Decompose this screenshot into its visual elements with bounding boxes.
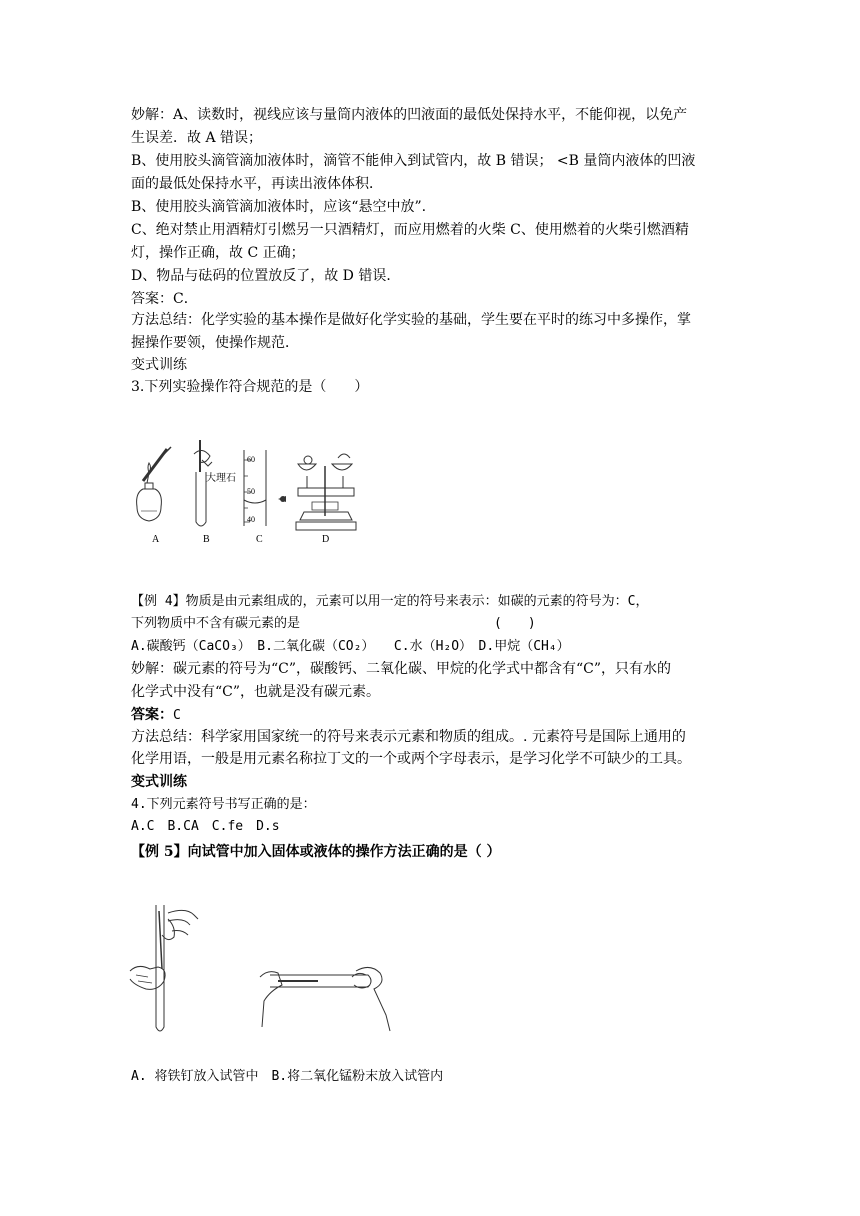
answer-value: C <box>173 708 181 723</box>
example-4-analysis: 妙解：碳元素的符号为“C”，碳酸钙、二氧化碳、甲烷的化学式中都含有“C”，只有水的 <box>131 661 672 677</box>
example-4-question: 【例 4】物质是由元素组成的，元素可以用一定的符号来表示：如碳的元素的符号为：C， <box>131 594 649 609</box>
answer-bracket: ( ) <box>494 616 536 631</box>
text-line: 妙解：A、读数时，视线应该与量筒内液体的凹液面的最低处保持水平，不能仰视，以免产 <box>131 107 688 123</box>
text-line: 生误差．故 A 错误； <box>131 130 263 146</box>
scale-60: 60 <box>247 455 255 464</box>
question-4-options: A.C B.CA C.fe D.s <box>131 819 280 834</box>
scale-50: 50 <box>247 487 255 496</box>
example-4-options: A.碳酸钙（CaCO₃） B.二氧化碳（CO₂） C.水（H₂O） D.甲烷（CH₄） <box>131 639 570 654</box>
text-line: 方法总结：化学实验的基本操作是做好化学实验的基础，学生要在平时的练习中多操作，掌 <box>131 312 691 328</box>
example-5-caption: A. 将铁钉放入试管中 B.将二氧化锰粉末放入试管内 <box>131 1069 444 1084</box>
text-line: B、使用胶头滴管滴加液体时，应该“悬空中放”. <box>131 199 427 215</box>
example-4-summary: 方法总结：科学家用国家统一的符号来表示元素和物质的组成。. 元素符号是国际上通用的 <box>131 729 686 745</box>
example-5-title: 【例 5】向试管中加入固体或液体的操作方法正确的是（ ） <box>131 844 501 860</box>
marble-label: 大理石 <box>206 473 236 484</box>
figure-a-lamp-icon <box>125 445 175 525</box>
figure-d-balance-icon <box>292 446 362 532</box>
text-line: 3.下列实验操作符合规范的是（ ） <box>131 379 369 395</box>
text-line: C、绝对禁止用酒精灯引燃另一只酒精灯，而应用燃着的火柴 C、使用燃着的火柴引燃酒精 <box>131 222 689 238</box>
question-4: 4.下列元素符号书写正确的是： <box>131 797 316 812</box>
figure-label-a: A <box>152 534 160 545</box>
text-line: 答案：C． <box>131 291 198 307</box>
text-line: B、使用胶头滴管滴加液体时，滴管不能伸入到试管内，故 B 错误； <B 量筒内液体的凹液 <box>131 153 696 169</box>
figure-label-c: C <box>256 534 263 545</box>
example-4-answer <box>131 705 181 726</box>
example-4-analysis-cont: 化学式中没有“C”，也就是没有碳元素。 <box>131 684 381 700</box>
example-4-question-cont: 下列物质中不含有碳元素的是 <box>131 616 301 631</box>
training-heading: 变式训练 <box>131 774 187 790</box>
text-line: 变式训练 <box>131 357 187 373</box>
text-line: 灯，操作正确，故 C 正确； <box>131 245 305 261</box>
figure-label-d: D <box>322 534 330 545</box>
figure-label-b: B <box>203 534 210 545</box>
figure-b-powder-icon <box>258 955 408 1035</box>
figure-c-cylinder-icon <box>236 448 296 530</box>
text-line: 握操作要领，使操作规范． <box>131 335 299 351</box>
example-4-summary-cont: 化学用语，一般是用元素名称拉丁文的一个或两个字母表示，是学习化学不可缺少的工具。 <box>131 751 691 767</box>
scale-40: 40 <box>247 515 255 524</box>
answer-label: 答案： <box>131 707 173 723</box>
figure-a-iron-nail-icon <box>128 905 208 1035</box>
text-line: 面的最低处保持水平，再读出液体体积． <box>131 176 383 192</box>
text-line: D、物品与砝码的位置放反了，故 D 错误． <box>131 268 401 284</box>
